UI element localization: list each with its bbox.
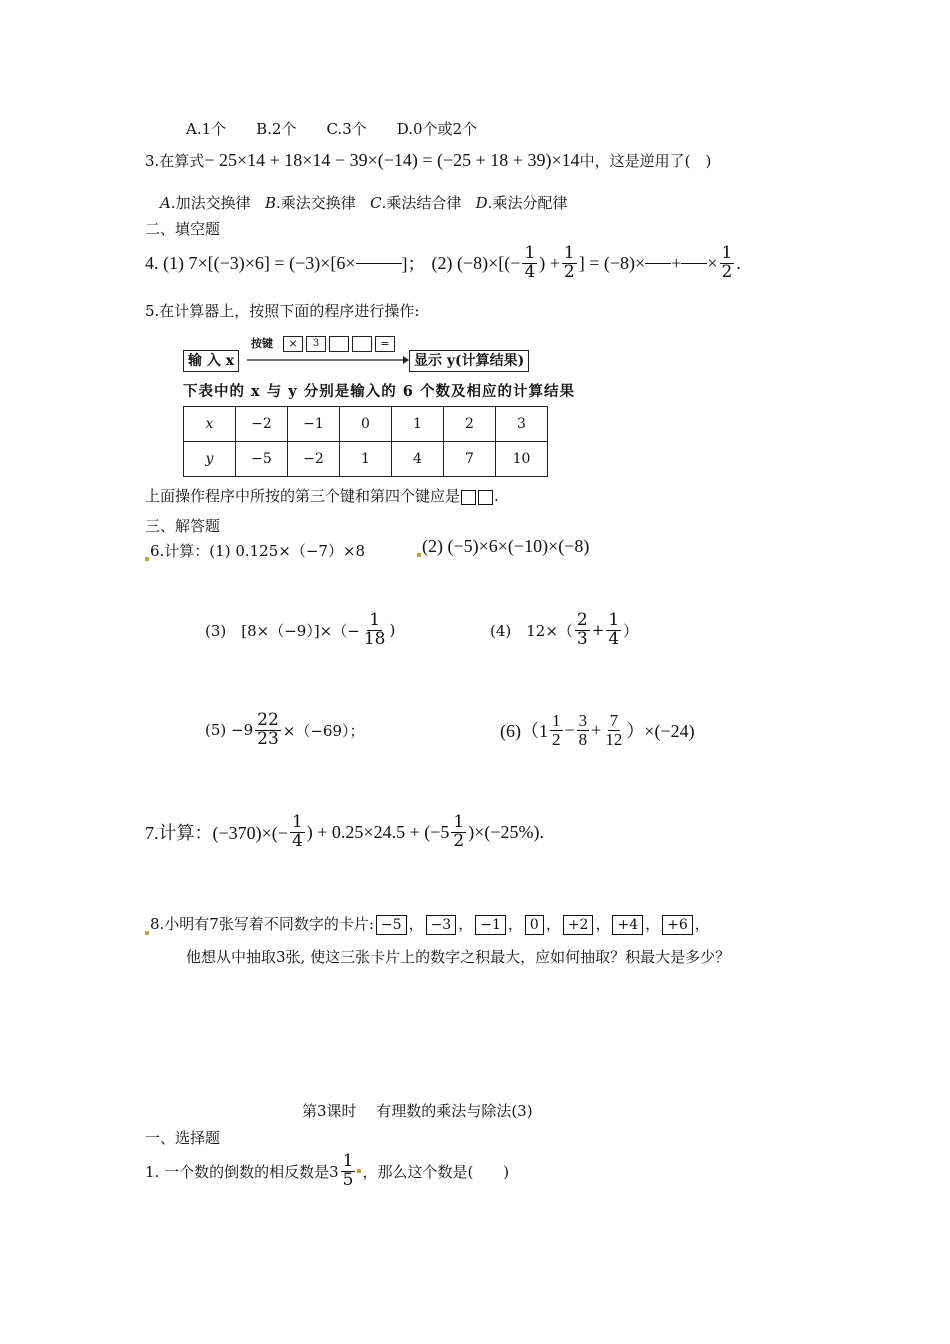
card: −5 (376, 915, 407, 935)
card: +6 (662, 915, 693, 935)
answer-box-1[interactable] (461, 490, 476, 505)
q3-option-b: B.乘法交换律 (264, 194, 356, 212)
q8-stem: 8.小明有7张写着不同数字的卡片: −5 ， −3 ， −1 ， 0 ， +2 ， +4 ， +6 ， (145, 913, 710, 935)
output-box: 显示 y(计算结果) (409, 350, 529, 372)
q2-options: A.1个 B.2个 C.3个 D.0个或2个 (186, 120, 478, 138)
q5-conclusion: 上面操作程序中所按的第三个键和第四个键应是 . (145, 487, 499, 505)
section-solve: 三、解答题 (145, 517, 221, 535)
section-choice: 一、选择题 (145, 1129, 221, 1147)
q7: 7.计算：(−370)×(− $\frac{1}{4}$ ) + 0.25×24.5 + (−5 $\frac{1}{2}$ )×(−25%). (145, 812, 544, 851)
q3-option-d: D.乘法分配律 (475, 194, 568, 212)
q6-part1: 6.计算：(1) 0.125×（−7）×8 (145, 540, 365, 561)
q3-options (160, 192, 567, 213)
card: −1 (475, 915, 506, 935)
table-row-x: x −2 −1 0 1 2 3 (184, 407, 548, 442)
q4: 4. (1) 7×[(−3)×6] = (−3)×[6× ]； (2) (−8)×[(− $\frac{1}{4}$ ) + $\frac{1}{2}$ ] = (−8)× + × $\frac{1}{2}$ . (145, 243, 741, 282)
answer-box-2[interactable] (478, 490, 493, 505)
key-3: 3 (306, 336, 326, 352)
keys-label: 按键 (251, 337, 273, 350)
card: −3 (426, 915, 457, 935)
q4-blank-1[interactable] (356, 263, 402, 264)
key-times: × (283, 336, 303, 352)
lesson-title: 第3课时 有理数的乘法与除法(3) (302, 1102, 533, 1120)
arrow-icon (247, 348, 409, 372)
card: +2 (563, 915, 594, 935)
q6-part5: (5) −9 $\frac{22}{23}$ ×（−69）； (205, 710, 365, 749)
q3-option-c: C.乘法结合律 (370, 194, 462, 212)
q6-part3: (3) [8×（−9）]×（− $\frac{1}{18}$ ) (205, 610, 396, 649)
card: +4 (612, 915, 643, 935)
key-equals: = (375, 336, 395, 352)
section-fill-in: 二、填空题 (145, 220, 221, 238)
input-box: 输 入 x (183, 350, 239, 372)
q5-program-diagram (183, 335, 563, 375)
q3-stem: 3.在算式− 25×14 + 18×14 − 39×(−14) = (−25 + 18 + 39)×14中，这是逆用了( ) (145, 150, 712, 170)
q5-table (183, 406, 548, 477)
q4-blank-2[interactable] (645, 263, 671, 264)
q8-question: 他想从中抽取3张, 使这三张卡片上的数字之积最大，应如何抽取？积最大是多少？ (186, 948, 731, 966)
q6-part4: (4) 12×（ $\frac{2}{3}$ + $\frac{1}{4}$ ） (490, 610, 639, 649)
q3-option-a: A.加法交换律 (160, 194, 251, 212)
q1: 1. 一个数的倒数的相反数是3 $\frac{1}{5}$ ，那么这个数是( ) (145, 1151, 510, 1190)
table-row-y: y −5 −2 1 4 7 10 (184, 442, 548, 477)
q6-part6: (6)（1 $\frac{1}{2}$ − $\frac{3}{8}$ + $\frac{7}{12}$ ）×(−24) (500, 711, 695, 749)
q4-blank-3[interactable] (681, 263, 707, 264)
q5-intro: 5.在计算器上，按照下面的程序进行操作: (145, 302, 420, 320)
q5-table-caption: 下表中的 x 与 y 分别是输入的 6 个数及相应的计算结果 (183, 383, 575, 400)
card: 0 (525, 915, 544, 935)
q6-part2: (2) (−5)×6×(−10)×(−8) (417, 536, 589, 557)
